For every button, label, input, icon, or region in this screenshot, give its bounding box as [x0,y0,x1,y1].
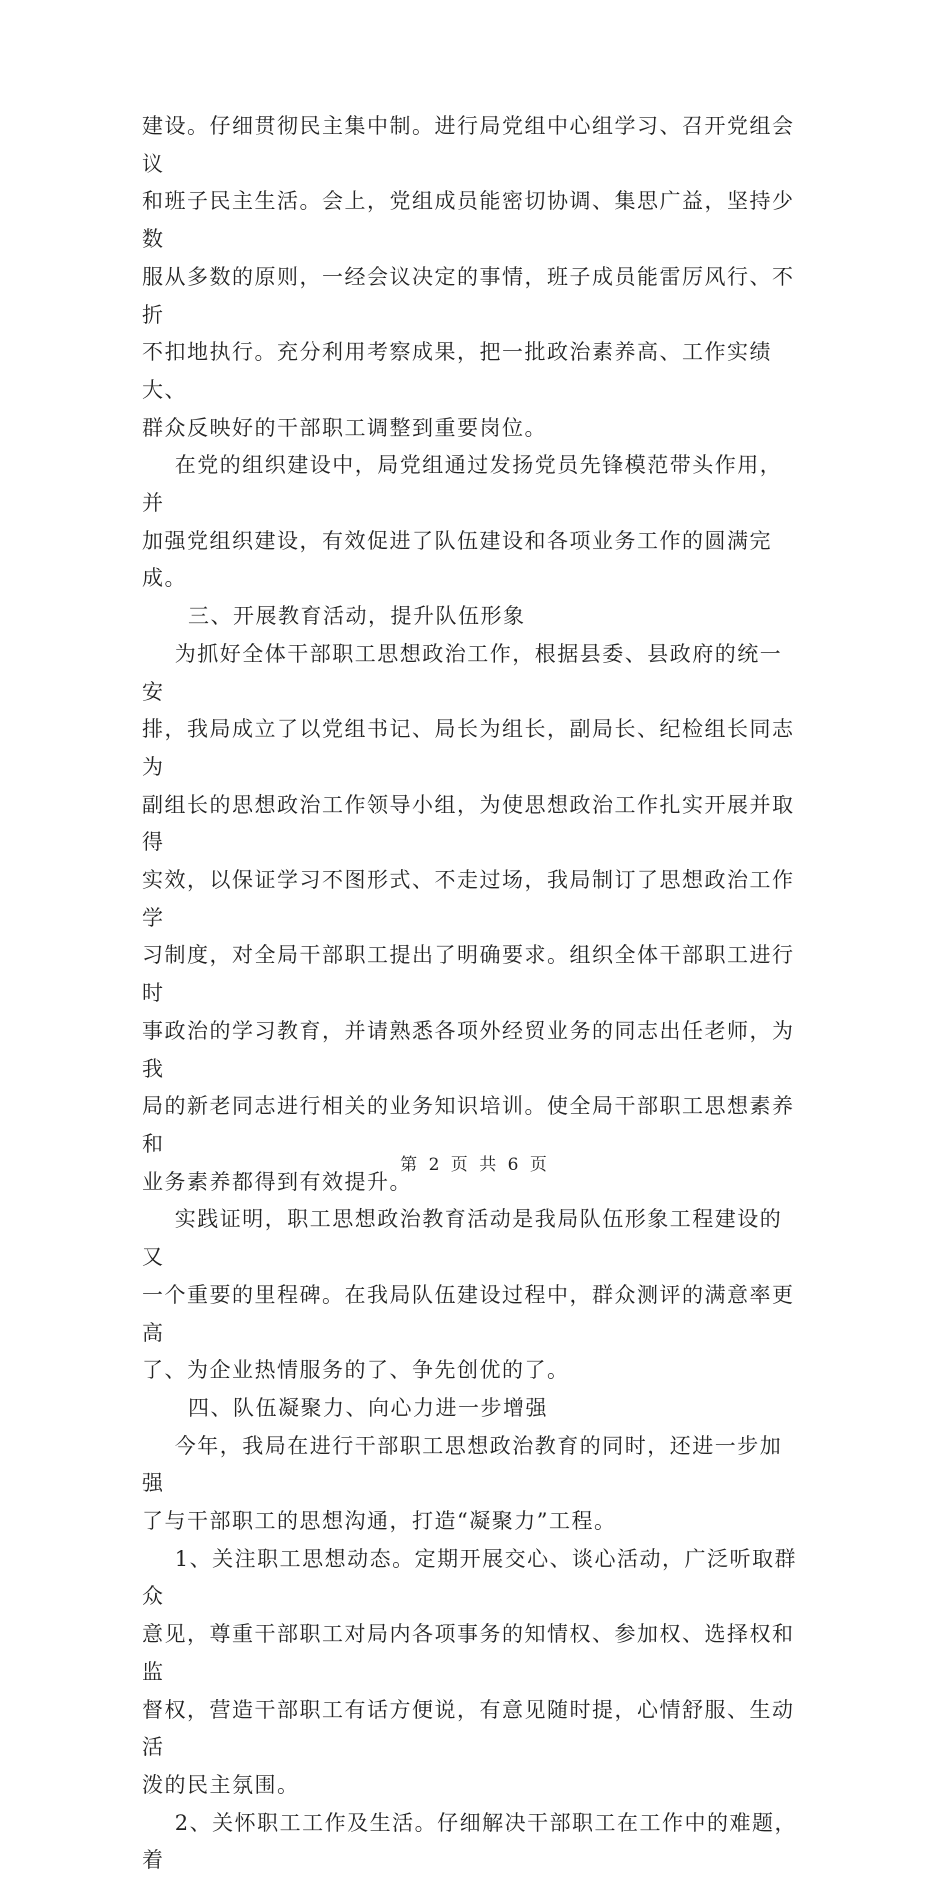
paragraph-democratic-centralism: 建设。仔细贯彻民主集中制。进行局党组中心组学习、召开党组会议 和班子民主生活。会上，党组成员能密切协调、集思广益，坚持少数 服从多数的原则，一经会议决定的事情，班子成员能雷厉风行、不折 不扣地执行。充分利用考察成果，把一批政治素养高、工作实绩大、 群众反映好的干部职工调整到重要岗位。 [142,114,795,440]
body-text [142,108,802,1880]
paragraph-this-year: 今年，我局在进行干部职工思想政治教育的同时，还进一步加强 了与干部职工的思想沟通，打造“凝聚力”工程。 [142,1433,783,1534]
paragraph-political-work: 为抓好全体干部职工思想政治工作，根据县委、县政府的统一安 排，我局成立了以党组书记、局长为组长，副局长、纪检组长同志为 副组长的思想政治工作领导小组，为使思想政治工作扎实开展并取得 实效，以保证学习不图形式、不走过场，我局制订了思想政治工作学 习制度，对全局干部职工提出了明确要求。组织全体干部职工进行时 事政治的学习教育，并请熟悉各项外经贸业务的同志出任老师，为我 局的新老同志进行相关的业务知识培训。使全局干部职工思想素养和 业务素养都得到有效提升。 [142,641,795,1194]
section-heading-education: 三、开展教育活动，提升队伍形象 [188,604,526,629]
section-heading-cohesion: 四、队伍凝聚力、向心力进一步增强 [188,1395,548,1420]
paragraph-item-2: 2、关怀职工工作及生活。仔细解决干部职工在工作中的难题，着 [142,1810,798,1873]
paragraph-item-1: 1、关注职工思想动态。定期开展交心、谈心活动，广泛听取群众 意见，尊重干部职工对局内各项事务的知情权、参加权、选择权和监 督权，营造干部职工有话方便说，有意见随时提，心情舒服、生动活 泼的民主氛围。 [142,1546,798,1797]
paragraph-party-organization: 在党的组织建设中，局党组通过发扬党员先锋模范带头作用，并 加强党组织建设，有效促进了队伍建设和各项业务工作的圆满完成。 [142,453,783,591]
page-footer: 第 2 页 共 6 页 [400,1155,550,1175]
paragraph-practice-proves: 实践证明，职工思想政治教育活动是我局队伍形象工程建设的又 一个重要的里程碑。在我局队伍建设过程中，群众测评的满意率更高 了、为企业热情服务的了、争先创优的了。 [142,1207,795,1383]
